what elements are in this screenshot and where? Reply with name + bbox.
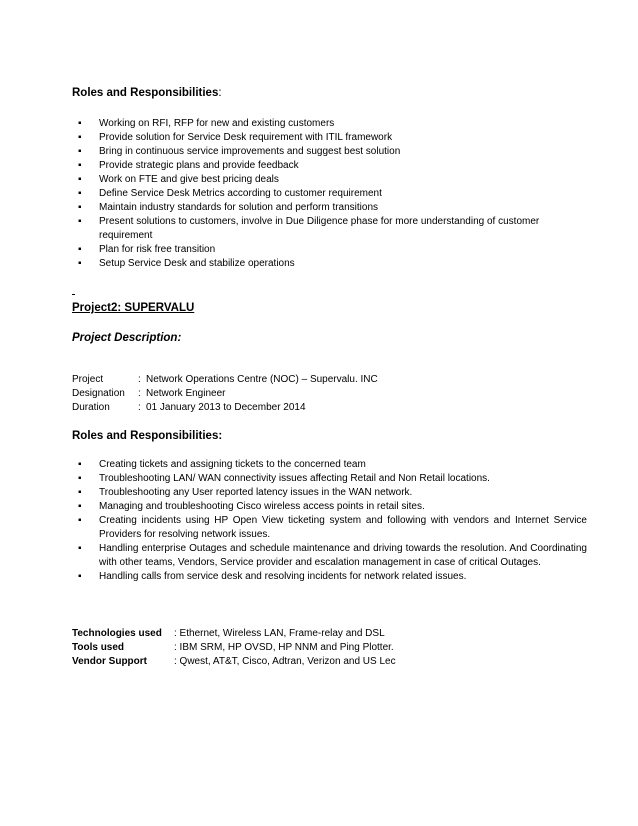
list-item: ▪ Bring in continuous service improvements and suggest best solution [78, 146, 401, 157]
tech-key: Vendor Support [72, 656, 147, 667]
stray-mark [72, 294, 75, 295]
list-item: ▪ Troubleshooting LAN/ WAN connectivity issues affecting Retail and Non Retail locations. [78, 473, 490, 484]
detail-key: Designation [72, 388, 125, 399]
roles-heading-1-colon: : [218, 87, 222, 99]
list-item: ▪ Troubleshooting any User reported latency issues in the WAN network. [78, 487, 413, 498]
bullet-icon: ▪ [78, 459, 82, 470]
bullet-icon: ▪ [78, 258, 82, 269]
bullet-icon: ▪ [78, 146, 82, 157]
roles-heading-1 [72, 87, 222, 99]
detail-key: Duration [72, 402, 110, 413]
detail-value: Network Engineer [146, 388, 226, 399]
list-item: ▪ Define Service Desk Metrics according to customer requirement [78, 188, 382, 199]
tech-key: Tools used [72, 642, 125, 653]
bullet-icon: ▪ [78, 202, 82, 213]
detail-sep: : [138, 374, 141, 385]
list-item: ▪ Creating incidents using HP Open View ticketing system and following with vendors and Internet Service Providers for resolving network issues. [78, 515, 587, 540]
roles-list-2 [0, 458, 638, 584]
tech-value: : IBM SRM, HP OVSD, HP NNM and Ping Plotter. [174, 642, 394, 653]
bullet-icon: ▪ [78, 571, 82, 582]
list-item: ▪ Working on RFI, RFP for new and existing customers [78, 118, 335, 129]
bullet-icon: ▪ [78, 174, 82, 185]
bullet-icon: ▪ [78, 118, 82, 129]
bullet-icon: ▪ [78, 160, 82, 171]
roles-list-1 [0, 117, 638, 271]
bullet-icon: ▪ [78, 216, 82, 227]
bullet-icon: ▪ [78, 515, 82, 526]
list-item: ▪ Provide strategic plans and provide feedback [78, 160, 299, 171]
detail-value: 01 January 2013 to December 2014 [146, 402, 306, 413]
tech-value: : Qwest, AT&T, Cisco, Adtran, Verizon and US Lec [174, 656, 396, 667]
tech-value: : Ethernet, Wireless LAN, Frame-relay and DSL [174, 628, 385, 639]
list-item: ▪ Maintain industry standards for solution and perform transitions [78, 202, 379, 213]
tech-key: Technologies used [72, 628, 162, 639]
list-item: ▪ Handling calls from service desk and resolving incidents for network related issues. [78, 571, 467, 582]
bullet-icon: ▪ [78, 543, 82, 554]
detail-value: Network Operations Centre (NOC) – Supervalu. INC [146, 374, 378, 385]
detail-sep: : [138, 402, 141, 413]
project-description-heading: Project Description: [72, 332, 182, 344]
bullet-icon: ▪ [78, 473, 82, 484]
list-item: ▪ Handling enterprise Outages and schedule maintenance and driving towards the resolution. And Coordinating with other teams, Vendors, Service provider and escalation management in case of critical Outages. [78, 543, 587, 568]
list-item: ▪ Managing and troubleshooting Cisco wireless access points in retail sites. [78, 501, 425, 512]
list-item: ▪ Setup Service Desk and stabilize operations [78, 258, 295, 269]
list-item: ▪ Plan for risk free transition [78, 244, 216, 255]
detail-key: Project [72, 374, 104, 385]
list-item: ▪ Provide solution for Service Desk requirement with ITIL framework [78, 132, 393, 143]
project-title: Project2: SUPERVALU [72, 302, 195, 314]
list-item: ▪ Creating tickets and assigning tickets to the concerned team [78, 459, 366, 470]
list-item: ▪ Work on FTE and give best pricing deals [78, 174, 279, 185]
bullet-icon: ▪ [78, 487, 82, 498]
bullet-icon: ▪ [78, 188, 82, 199]
bullet-icon: ▪ [78, 244, 82, 255]
list-item: ▪ Present solutions to customers, involve in Due Diligence phase for more understanding of customer requirement [78, 216, 540, 241]
roles-heading-1-text: Roles and Responsibilities [72, 87, 219, 99]
detail-sep: : [138, 388, 141, 399]
bullet-icon: ▪ [78, 501, 82, 512]
bullet-icon: ▪ [78, 132, 82, 143]
roles-heading-2: Roles and Responsibilities: [72, 430, 223, 442]
